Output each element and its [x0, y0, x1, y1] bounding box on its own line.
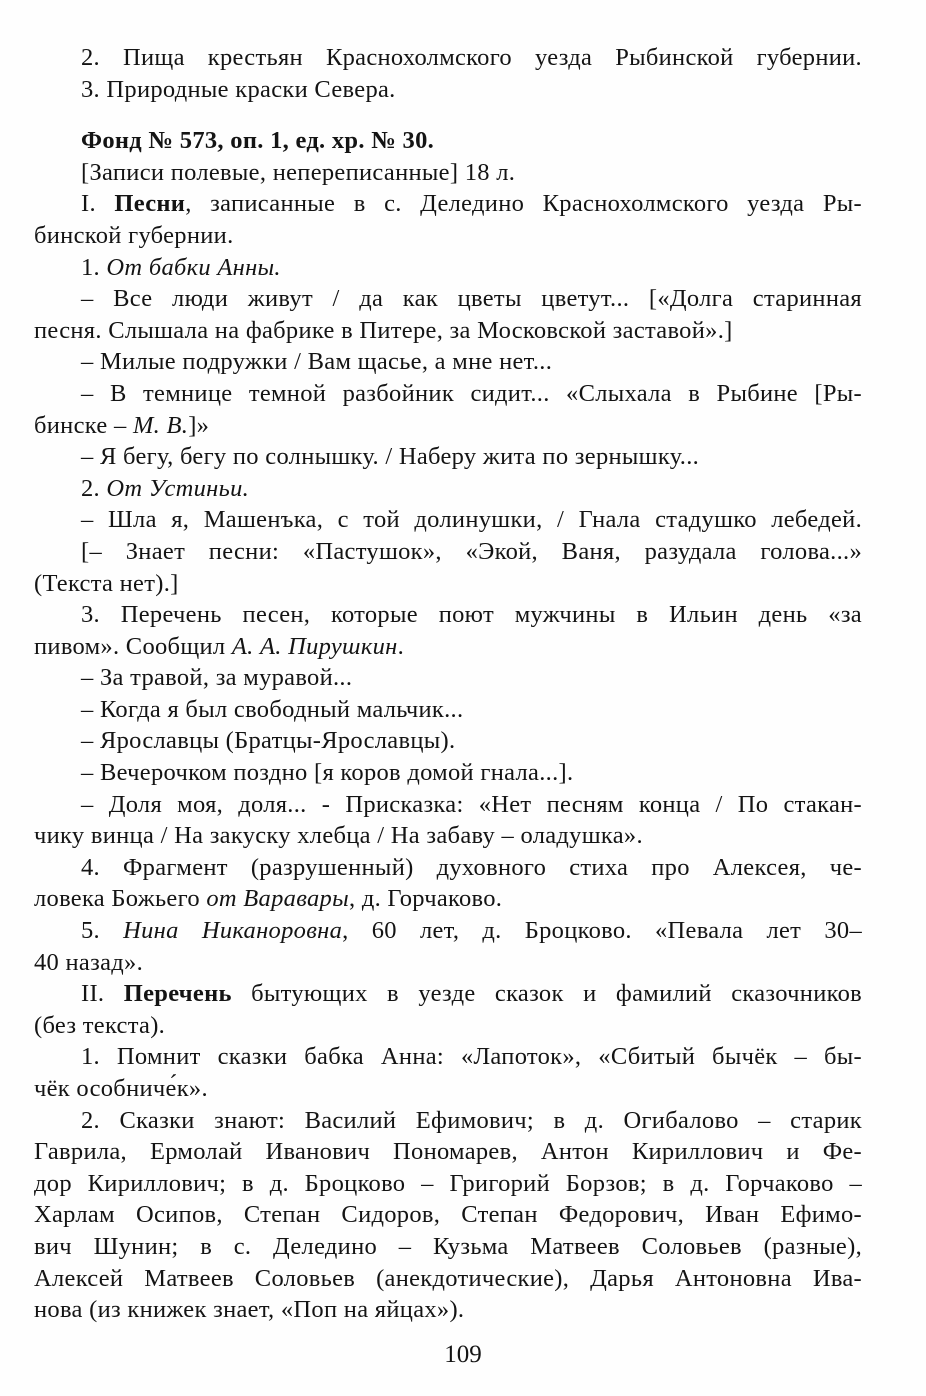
text-segment-bold: Песни [114, 190, 186, 218]
text-segment-regular: – За травой, за муравой... [81, 664, 353, 692]
text-segment-regular: 1. Помнит сказки бабка Анна: «Лапоток», «Сбитый бычёк – бы- [81, 1043, 862, 1071]
text-line [34, 157, 862, 189]
text-segment-regular: I. [81, 190, 115, 218]
text-line [34, 252, 862, 284]
text-line [34, 220, 862, 252]
text-segment-regular: 5. [81, 917, 124, 945]
page-number: 109 [444, 1341, 482, 1368]
text-line [34, 441, 862, 473]
text-segment-regular: – Все люди живут / да как цветы цветут... [«Долга старинная [81, 285, 862, 313]
text-line [34, 188, 862, 220]
text-segment-regular: 4. Фрагмент (разрушенный) духовного стиха про Алексея, че- [81, 853, 862, 881]
text-segment-regular: . [397, 632, 405, 660]
text-line [34, 473, 862, 505]
text-segment-regular: ловека Божьего [34, 885, 207, 913]
text-segment-regular: – Шла я, Машенъка, с той долинушки, / Гнала стадушко лебедей. [81, 506, 862, 534]
text-segment-regular: песня. Слышала на фабрике в Питере, за Московской заставой».] [34, 316, 733, 344]
text-segment-regular: – Доля моя, доля... - Присказка: «Нет песням конца / По стакан- [81, 790, 862, 818]
text-line [34, 283, 862, 315]
text-line [34, 915, 862, 947]
text-line [34, 978, 862, 1010]
text-line [34, 1073, 862, 1105]
text-segment-italic: М. В. [132, 411, 189, 439]
text-segment-regular: (Текста нет).] [34, 569, 179, 597]
text-line [34, 378, 862, 410]
text-line [34, 947, 862, 979]
text-segment-regular: бинской губернии. [34, 221, 234, 249]
text-segment-regular: Харлам Осипов, Степан Сидоров, Степан Федорович, Иван Ефимо- [34, 1201, 862, 1229]
text-line [34, 820, 862, 852]
text-segment-regular: 40 назад». [34, 948, 144, 976]
text-line [34, 504, 862, 536]
text-segment-regular: , 60 лет, д. Броцково. «Певала лет 30– [342, 917, 862, 945]
text-line [34, 1199, 862, 1231]
text-segment-bold: Фонд № 573, оп. 1, ед. хр. № 30. [81, 127, 435, 155]
text-segment-regular: нова (из книжек знает, «Поп на яйцах»). [34, 1296, 465, 1324]
text-segment-regular: дор Кириллович; в д. Броцково – Григорий Борзов; в д. Горчаково – [34, 1169, 862, 1197]
text-line [34, 1136, 862, 1168]
document-body [34, 42, 862, 1326]
text-segment-regular: 1. [81, 253, 107, 281]
text-line [34, 1294, 862, 1326]
text-segment-italic: А. А. Пирушкин [231, 632, 398, 660]
text-segment-regular: чику винца / На закуску хлебца / На забаву – оладушка». [34, 822, 643, 850]
text-segment-regular: ]» [188, 411, 210, 439]
text-segment-regular: бинске – [34, 411, 133, 439]
text-line [34, 694, 862, 726]
text-segment-regular: пивом». Сообщил [34, 632, 232, 660]
text-segment-regular: Алексей Матвеев Соловьев (анекдотические), Дарья Антоновна Ива- [34, 1264, 862, 1292]
text-line [34, 757, 862, 789]
text-segment-regular: – Ярославцы (Братцы-Ярославцы). [81, 727, 456, 755]
text-line [34, 1168, 862, 1200]
text-segment-regular: 2. [81, 474, 107, 502]
text-segment-regular: 2. Сказки знают: Василий Ефимович; в д. Огибалово – старик [81, 1106, 862, 1134]
text-line [34, 1263, 862, 1295]
text-segment-regular: , д. Горчаково. [348, 885, 503, 913]
text-segment-regular: – Вечерочком поздно [я коров домой гнала...]. [81, 759, 574, 787]
text-segment-regular: вич Шунин; в с. Деледино – Кузьма Матвеев Соловьев (разные), [34, 1232, 862, 1260]
text-segment-regular: бытующих в уезде сказок и фамилий сказочников [231, 980, 862, 1008]
text-line [34, 315, 862, 347]
text-segment-regular: [– Знает песни: «Пастушок», «Экой, Ваня, разудала голова...» [81, 537, 862, 565]
text-segment-regular: Гаврила, Ермолай Иванович Пономарев, Антон Кириллович и Фе- [34, 1138, 862, 1166]
text-line [34, 662, 862, 694]
text-line [34, 1231, 862, 1263]
text-line [34, 883, 862, 915]
text-line [34, 42, 862, 74]
text-segment-regular: , записанные в с. Деледино Краснохолмского уезда Ры- [185, 190, 862, 218]
text-segment-regular: 3. Природные краски Севера. [81, 75, 396, 103]
text-line [34, 74, 862, 106]
text-line [34, 599, 862, 631]
text-line [34, 789, 862, 821]
text-segment-italic: От бабки Анны. [106, 253, 281, 281]
text-line [34, 568, 862, 600]
text-segment-regular: – В темнице темной разбойник сидит... «Слыхала в Рыбине [Ры- [81, 379, 862, 407]
text-segment-regular: 2. Пища крестьян Краснохолмского уезда Рыбинской губернии. [81, 44, 862, 71]
text-line [34, 852, 862, 884]
text-line [34, 725, 862, 757]
text-line [34, 1010, 862, 1042]
text-segment-regular: – Милые подружки / Вам щасье, а мне нет... [81, 348, 553, 376]
text-segment-italic: От Устиньи. [106, 474, 250, 502]
text-segment-bold: Перечень [123, 980, 232, 1008]
text-segment-italic: Нина Никаноровна [123, 917, 343, 945]
text-line [34, 1041, 862, 1073]
text-line [34, 346, 862, 378]
text-line [34, 125, 862, 157]
text-line [34, 1105, 862, 1137]
text-segment-regular: II. [81, 980, 124, 1008]
text-line [34, 410, 862, 442]
text-segment-regular: (без текста). [34, 1011, 166, 1039]
text-segment-regular: – Когда я был свободный мальчик... [81, 695, 464, 723]
text-segment-regular: чёк особниче́к». [34, 1075, 208, 1102]
text-segment-regular: [Записи полевые, непереписанные] 18 л. [81, 158, 516, 186]
text-segment-italic: от Варавары [206, 885, 349, 913]
text-line [34, 536, 862, 568]
text-segment-regular: 3. Перечень песен, которые поют мужчины в Ильин день «за [81, 601, 862, 629]
text-segment-regular: – Я бегу, бегу по солнышку. / Наберу жита по зернышку... [81, 443, 700, 471]
text-line [34, 631, 862, 663]
